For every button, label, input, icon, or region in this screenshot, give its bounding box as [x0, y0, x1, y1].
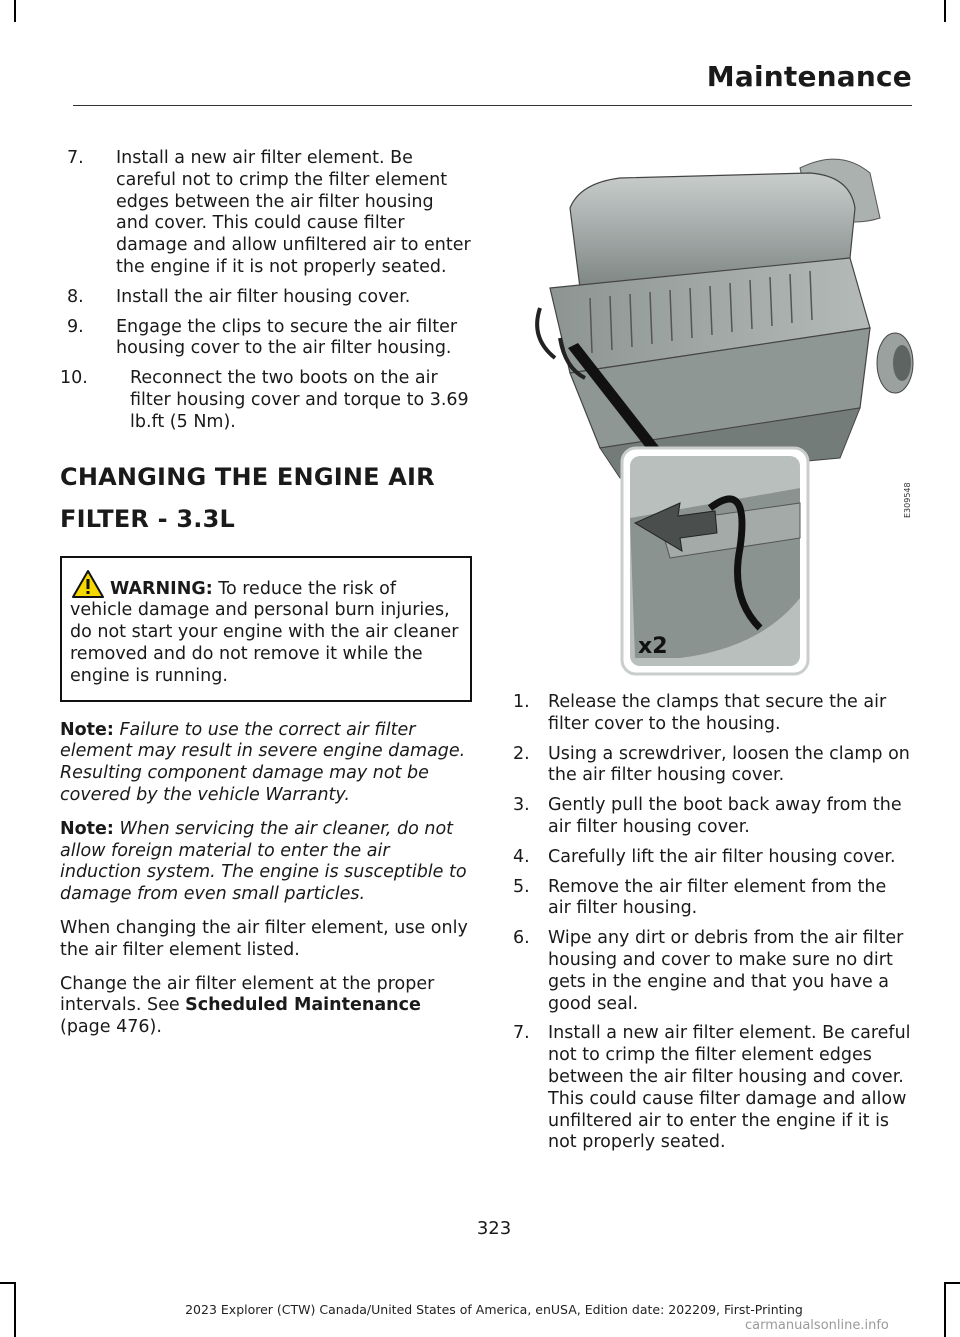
figure-code: E309548 — [903, 482, 912, 518]
page-number: 323 — [476, 1218, 512, 1239]
note-text: When servicing the air cleaner, do not allow foreign material to enter the air induction system. The engine is susceptible to damage from even small particles. — [60, 818, 467, 905]
footer-edition-info: 2023 Explorer (CTW) Canada/United States of America, enUSA, Edition date: 202209, First-Printing — [185, 1302, 803, 1317]
step-text: Using a screwdriver, loosen the clamp on the air filter housing cover. — [548, 743, 910, 786]
step-number: 8. — [67, 286, 84, 307]
section-heading-line: CHANGING THE ENGINE AIR — [60, 462, 435, 491]
left-column — [60, 148, 472, 1051]
step-text: Release the clamps that secure the air filter cover to the housing. — [548, 692, 887, 734]
step-number: 7. — [513, 1023, 530, 1044]
step-number: 7. — [67, 148, 84, 168]
list-item — [60, 368, 472, 433]
right-step-list — [512, 692, 912, 1154]
note-label: Note: — [60, 719, 114, 740]
left-step-list — [60, 148, 472, 434]
section-heading-line: FILTER - 3.3L — [60, 504, 235, 533]
note-label: Note: — [60, 818, 114, 839]
scheduled-maintenance-link[interactable]: Scheduled Maintenance — [185, 995, 421, 1016]
header-rule — [73, 105, 912, 106]
crop-mark-bottom-left-h — [0, 1282, 16, 1284]
list-item — [512, 847, 912, 869]
step-text: Gently pull the boot back away from the air filter housing cover. — [548, 795, 902, 837]
section-heading — [60, 456, 472, 540]
list-item — [512, 1023, 912, 1154]
air-filter-housing-illustration — [510, 128, 915, 678]
step-number: 6. — [513, 928, 530, 949]
note-2 — [60, 819, 472, 906]
step-number: 5. — [513, 876, 530, 897]
step-text: Install the air filter housing cover. — [116, 286, 411, 307]
step-number: 9. — [67, 316, 84, 337]
step-number: 2. — [513, 743, 530, 764]
watermark: carmanualsonline.info — [745, 1318, 889, 1333]
note-1 — [60, 720, 472, 807]
list-item — [60, 148, 472, 279]
paragraph-text: (page 476). — [60, 1017, 162, 1038]
list-item — [60, 287, 472, 309]
right-column — [512, 692, 912, 1162]
list-item — [60, 317, 472, 361]
list-item — [512, 877, 912, 921]
step-text: Remove the air filter element from the air filter housing. — [548, 876, 887, 919]
warning-text: To reduce the risk of vehicle damage and personal burn injuries, do not start your engine with the air cleaner removed and do not remove it while the engine is running. — [70, 578, 459, 686]
list-item — [512, 692, 912, 736]
step-text: Reconnect the two boots on the air filter housing cover and torque to 3.69 lb.ft (5 Nm). — [130, 368, 469, 432]
page-section-title: Maintenance — [706, 60, 912, 93]
list-item — [512, 928, 912, 1015]
warning-box — [60, 556, 472, 702]
step-number: 4. — [513, 846, 530, 867]
crop-mark-top-left-v — [14, 0, 16, 22]
step-text: Carefully lift the air filter housing cover. — [548, 846, 896, 867]
step-text: Wipe any dirt or debris from the air filter housing and cover to make sure no dirt gets in the engine and that you have a good seal. — [548, 928, 904, 1014]
crop-mark-top-right-v — [944, 0, 946, 22]
paragraph-text: Change the air filter element at the proper intervals. See — [60, 973, 435, 1016]
paragraph: When changing the air filter element, use only the air filter element listed. — [60, 917, 468, 960]
crop-mark-bottom-right-h — [944, 1282, 960, 1284]
callout-count-label: x2 — [638, 634, 668, 659]
paragraph-with-reference — [60, 974, 472, 1039]
warning-triangle-icon — [72, 570, 104, 598]
step-number: 3. — [513, 795, 530, 816]
step-text: Install a new air filter element. Be careful not to crimp the filter element edges between the air filter housing and cover. This could cause filter damage and allow unfiltered air to enter the engine if it is not properly seated. — [116, 148, 471, 277]
step-number: 1. — [513, 692, 530, 712]
step-number: 10. — [60, 368, 88, 389]
step-text: Engage the clips to secure the air filter housing cover to the air filter housing. — [116, 316, 458, 359]
note-text: Failure to use the correct air filter element may result in severe engine damage. Resulting component damage may not be covered by the vehicle Warranty. — [60, 719, 466, 805]
warning-label: WARNING: — [110, 578, 213, 599]
list-item — [512, 744, 912, 788]
list-item — [512, 795, 912, 839]
step-text: Install a new air filter element. Be careful not to crimp the filter element edges between the air filter housing and cover. This could cause filter damage and allow unfiltered air to enter the engine if it is not properly seated. — [548, 1023, 911, 1153]
